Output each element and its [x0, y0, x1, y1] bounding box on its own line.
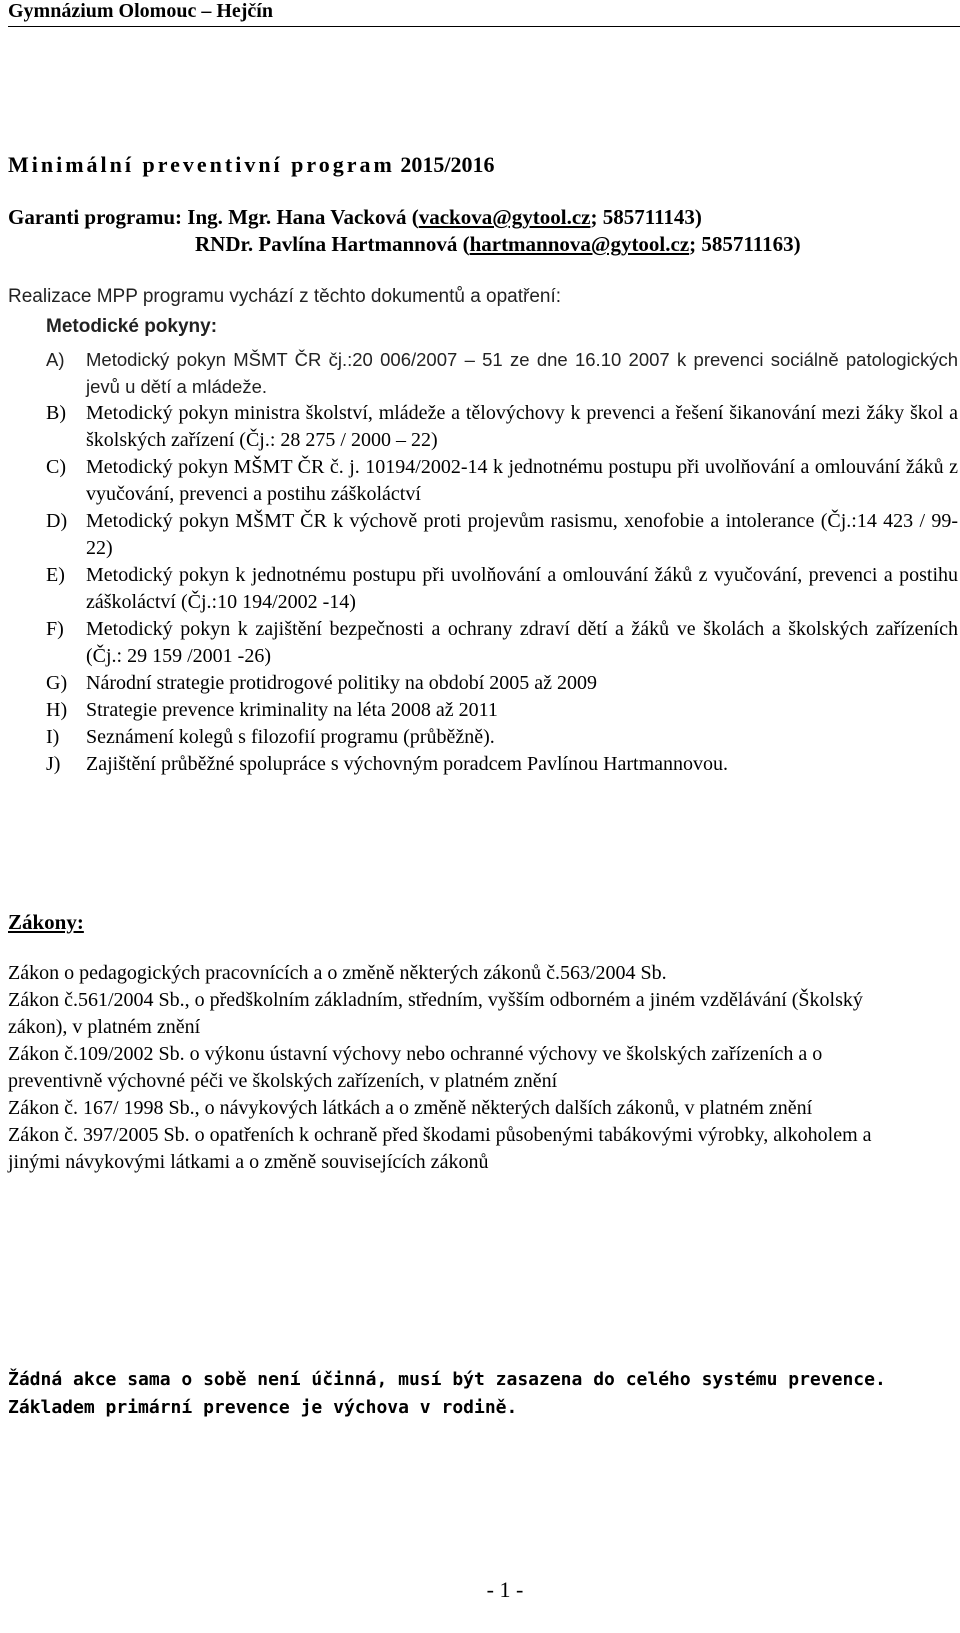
guarantor-2-name: RNDr. Pavlína Hartmannová ( — [195, 232, 470, 256]
closing-statement — [8, 1366, 920, 1422]
header-divider — [8, 26, 960, 27]
list-item-text: Metodický pokyn k jednotnému postupu při uvolňování a omlouvání žáků z vyučování, prevenci a postihu záškoláctví (Čj.:10 194/2002 -14) — [86, 564, 958, 613]
list-item — [46, 670, 958, 697]
methodical-intro: Realizace MPP programu vychází z těchto dokumentů a opatření: — [8, 286, 562, 307]
law-item: Zákon č. 397/2005 Sb. o opatřeních k ochraně před škodami působenými tabákovými výrobky, alkoholem a jinými návykovými látkami a o změně souvisejících zákonů — [8, 1124, 872, 1173]
law-item: Zákon č.109/2002 Sb. o výkonu ústavní výchovy nebo ochranné výchovy ve školských zařízeních a o preventivně výchovné péči ve školských zařízeních, v platném znění — [8, 1043, 823, 1092]
title-year: 2015/2016 — [400, 152, 495, 177]
list-marker: B) — [46, 402, 66, 424]
list-item — [46, 400, 958, 454]
laws-heading: Zákony: — [8, 910, 84, 934]
list-item — [46, 724, 958, 751]
guarantor-2-phone: ; 585711163) — [689, 232, 801, 256]
list-item — [46, 562, 958, 616]
list-marker: A) — [46, 349, 65, 370]
list-marker: H) — [46, 699, 68, 721]
list-marker: G) — [46, 672, 68, 694]
guarantor-1-phone: ; 585711143) — [590, 205, 702, 229]
guarantor-1-name: Ing. Mgr. Hana Vacková ( — [187, 205, 419, 229]
law-item: Zákon č.561/2004 Sb., o předškolním základním, středním, vyšším odborném a jiném vzdělávání (Školský zákon), v platném znění — [8, 989, 863, 1038]
list-item-text: Národní strategie protidrogové politiky na období 2005 až 2009 — [86, 672, 598, 694]
school-header: Gymnázium Olomouc – Hejčín — [8, 0, 273, 22]
list-item — [46, 346, 958, 400]
list-item-text: Metodický pokyn ministra školství, mládeže a tělovýchovy k prevenci a řešení šikanování mezi žáky škol a školských zařízení (Čj.: 28 275 / 2000 – 22) — [86, 402, 958, 451]
list-item — [46, 508, 958, 562]
title-text: Minimální preventivní program — [8, 152, 395, 177]
guarantor-line-1 — [8, 205, 702, 230]
list-marker: C) — [46, 456, 66, 478]
list-marker: J) — [46, 753, 61, 775]
guarantor-line-2 — [195, 232, 801, 257]
list-item — [46, 454, 958, 508]
list-item — [46, 616, 958, 670]
methodical-heading: Metodické pokyny: — [46, 316, 218, 337]
closing-line-1: Žádná akce sama o sobě není účinná, musí být zasazena do celého systému prevence. — [8, 1369, 886, 1390]
list-item-text: Metodický pokyn MŠMT ČR k výchově proti projevům rasismu, xenofobie a intolerance (Čj.:14 423 / 99-22) — [86, 510, 958, 559]
list-marker: I) — [46, 726, 60, 748]
list-item-text: Strategie prevence kriminality na léta 2008 až 2011 — [86, 699, 498, 721]
law-item: Zákon č. 167/ 1998 Sb., o návykových látkách a o změně některých dalších zákonů, v platném znění — [8, 1097, 813, 1119]
closing-line-2: Základem primární prevence je výchova v rodině. — [8, 1397, 518, 1418]
guarantor-1-email-link[interactable]: vackova@gytool.cz — [418, 205, 591, 229]
list-marker: D) — [46, 510, 68, 532]
list-item-text: Metodický pokyn MŠMT ČR č. j. 10194/2002-14 k jednotnému postupu při uvolňování a omlouvání žáků z vyučování, prevenci a postihu záškoláctví — [86, 456, 958, 505]
guarantor-2-email-link[interactable]: hartmannova@gytool.cz — [469, 232, 690, 256]
document-title — [8, 152, 494, 178]
law-item: Zákon o pedagogických pracovnících a o změně některých zákonů č.563/2004 Sb. — [8, 962, 667, 984]
list-item-text: Metodický pokyn MŠMT ČR čj.:20 006/2007 – 51 ze dne 16.10 2007 k prevenci sociálně patologických jevů u dětí a mládeže. — [86, 349, 958, 397]
list-marker: E) — [46, 564, 65, 586]
list-item — [46, 697, 958, 724]
page-number: - 1 - — [486, 1577, 524, 1602]
list-item-text: Zajištění průběžné spolupráce s výchovným poradcem Pavlínou Hartmannovou. — [86, 753, 729, 775]
laws-list — [8, 960, 920, 1176]
list-marker: F) — [46, 618, 64, 640]
list-item — [46, 751, 958, 778]
methodical-list — [46, 346, 958, 778]
list-item-text: Metodický pokyn k zajištění bezpečnosti a ochrany zdraví dětí a žáků ve školách a školských zařízeních (Čj.: 29 159 /2001 -26) — [86, 618, 958, 667]
guarantors-label: Garanti programu: — [8, 205, 183, 229]
list-item-text: Seznámení kolegů s filozofií programu (průběžně). — [86, 726, 495, 748]
